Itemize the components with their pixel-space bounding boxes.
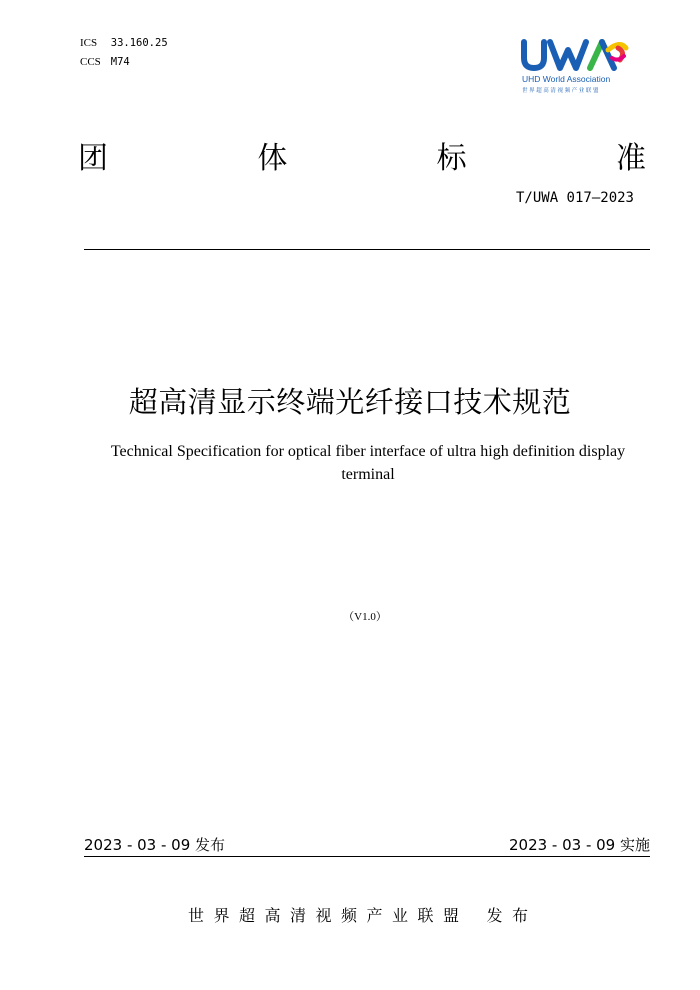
- title-chinese: 超高清显示终端光纤接口技术规范: [128, 385, 572, 419]
- logo-subtitle-cn: 世界超高清视频产业联盟: [522, 88, 601, 94]
- publisher-org: 世界超高清视频产业联盟: [188, 906, 469, 925]
- standard-type-char: 体: [257, 141, 288, 176]
- bottom-divider: [84, 856, 650, 857]
- top-divider: [84, 249, 650, 250]
- standard-type: [78, 133, 646, 176]
- ccs-line: [80, 53, 168, 72]
- ccs-label: CCS: [80, 56, 101, 68]
- publisher-line: [188, 903, 538, 926]
- standard-type-char: 团: [78, 141, 108, 176]
- classification-codes: [80, 34, 168, 72]
- release-date: 2023 - 03 - 09 发布: [84, 836, 226, 854]
- uwa-logo-mark: [520, 38, 630, 74]
- implementation-date: 2023 - 03 - 09 实施: [508, 836, 650, 854]
- ics-label: ICS: [80, 37, 98, 49]
- ics-line: [80, 34, 168, 53]
- ics-value: 33.160.25: [110, 37, 168, 49]
- title-english: Technical Specification for optical fiber interface of ultra high definition display terminal: [110, 443, 626, 483]
- uwa-logo: [520, 38, 630, 102]
- standard-number: T/UWA 017—2023: [515, 190, 634, 206]
- version-label: （V1.0）: [343, 611, 387, 623]
- logo-subtitle-en: UHD World Association: [522, 74, 611, 84]
- standard-type-char: 标: [436, 141, 467, 176]
- ccs-value: M74: [110, 56, 130, 68]
- standard-type-char: 准: [615, 141, 646, 176]
- publisher-action: 发布: [486, 906, 538, 925]
